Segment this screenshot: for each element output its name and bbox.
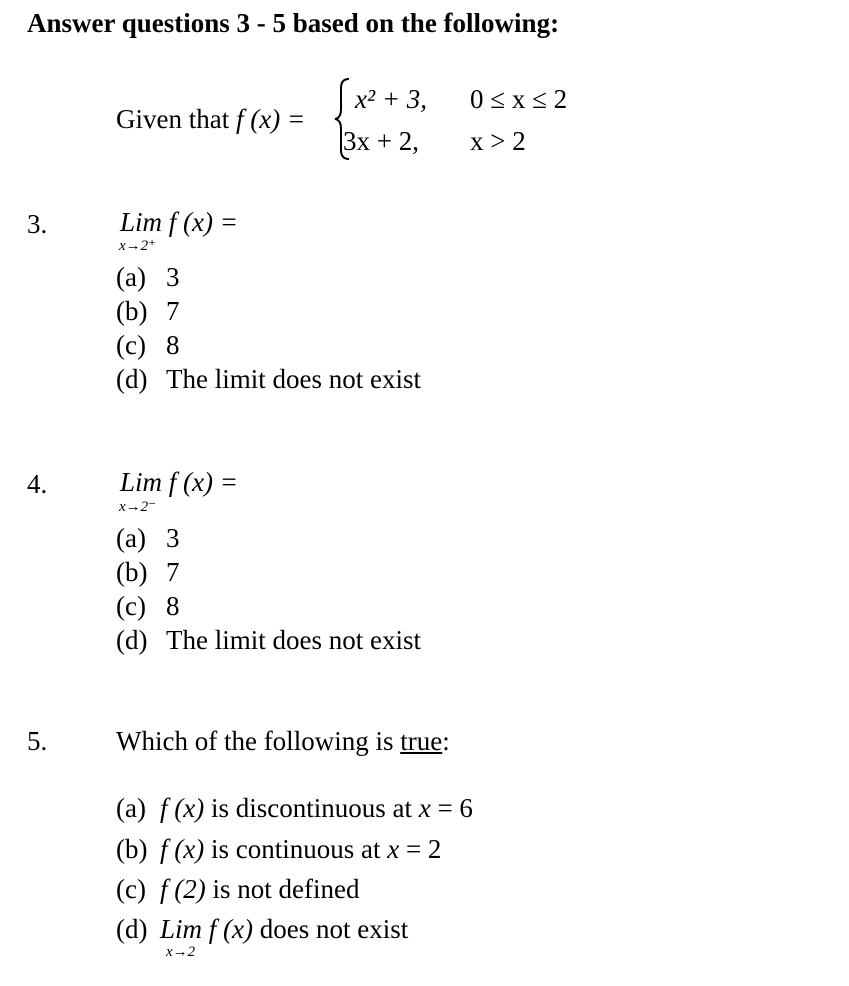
question-5-limit-subscript: x→2 bbox=[166, 944, 196, 960]
option-text: The limit does not exist bbox=[166, 625, 421, 655]
option-label: (c) bbox=[116, 874, 146, 904]
limit-function: f (x) = bbox=[168, 207, 238, 237]
case2-expression: 3x + 2, bbox=[343, 126, 419, 156]
option-text: 7 bbox=[166, 557, 180, 587]
option-text: does not exist bbox=[253, 914, 409, 944]
lim-label: Lim bbox=[160, 914, 203, 944]
lim-label: Lim bbox=[120, 467, 163, 497]
option-label: (b) bbox=[116, 557, 148, 587]
question-4-limit bbox=[120, 467, 238, 498]
question-3-option-c[interactable] bbox=[116, 330, 180, 361]
option-label: (a) bbox=[116, 523, 146, 553]
option-text: 7 bbox=[166, 296, 180, 326]
option-text: is not defined bbox=[205, 874, 360, 904]
prompt-underlined: true bbox=[400, 726, 443, 756]
option-text: 3 bbox=[166, 262, 180, 292]
option-text: is continuous at bbox=[204, 834, 388, 864]
question-4-option-b[interactable] bbox=[116, 557, 180, 588]
option-function: f (x) bbox=[208, 914, 253, 944]
question-5-option-a[interactable] bbox=[116, 793, 473, 824]
question-3-option-b[interactable] bbox=[116, 296, 180, 327]
question-3-option-a[interactable] bbox=[116, 262, 180, 293]
question-4-number: 4. bbox=[27, 469, 48, 499]
option-label: (d) bbox=[116, 364, 148, 394]
prompt-colon: : bbox=[442, 726, 450, 756]
option-label: (d) bbox=[116, 914, 148, 944]
option-label: (a) bbox=[116, 262, 146, 292]
given-prefix: Given that bbox=[116, 104, 230, 134]
option-function: f (2) bbox=[160, 874, 206, 904]
lim-label: Lim bbox=[120, 207, 163, 237]
option-variable: x bbox=[387, 834, 400, 864]
option-label: (c) bbox=[116, 330, 146, 360]
question-4-option-c[interactable] bbox=[116, 591, 180, 622]
option-label: (b) bbox=[116, 834, 148, 864]
prompt-text: Which of the following is bbox=[116, 726, 401, 756]
option-label: (d) bbox=[116, 625, 148, 655]
question-3-option-d[interactable] bbox=[116, 364, 421, 395]
question-5-option-d[interactable] bbox=[116, 914, 408, 945]
option-text: The limit does not exist bbox=[166, 364, 421, 394]
question-3-limit bbox=[120, 207, 238, 238]
option-text: 8 bbox=[166, 330, 180, 360]
given-function: f (x) = bbox=[235, 104, 306, 134]
case2-condition: x > 2 bbox=[470, 126, 526, 156]
option-text: is discontinuous at bbox=[204, 793, 419, 823]
question-5-option-b[interactable] bbox=[116, 834, 441, 865]
option-variable: x bbox=[418, 793, 431, 823]
option-text: 8 bbox=[166, 591, 180, 621]
option-function: f (x) bbox=[160, 834, 205, 864]
limit-function: f (x) = bbox=[168, 467, 238, 497]
option-function: f (x) bbox=[160, 793, 205, 823]
option-label: (b) bbox=[116, 296, 148, 326]
option-text: 3 bbox=[166, 523, 180, 553]
question-3-limit-subscript: x→2⁺ bbox=[119, 238, 157, 254]
given-statement bbox=[116, 104, 305, 135]
question-5-number: 5. bbox=[27, 726, 48, 756]
instructions-heading: Answer questions 3 - 5 based on the following: bbox=[27, 8, 560, 38]
case1-expression: x² + 3, bbox=[355, 84, 428, 114]
option-value: = 2 bbox=[399, 834, 442, 864]
option-label: (a) bbox=[116, 793, 146, 823]
question-4-limit-subscript: x→2⁻ bbox=[119, 499, 157, 515]
question-4-option-d[interactable] bbox=[116, 625, 421, 656]
question-3-number: 3. bbox=[27, 209, 48, 239]
option-label: (c) bbox=[116, 591, 146, 621]
question-5-prompt bbox=[116, 726, 450, 757]
question-4-option-a[interactable] bbox=[116, 523, 180, 554]
option-value: = 6 bbox=[430, 793, 473, 823]
question-5-option-c[interactable] bbox=[116, 874, 359, 905]
case1-condition: 0 ≤ x ≤ 2 bbox=[470, 84, 568, 114]
